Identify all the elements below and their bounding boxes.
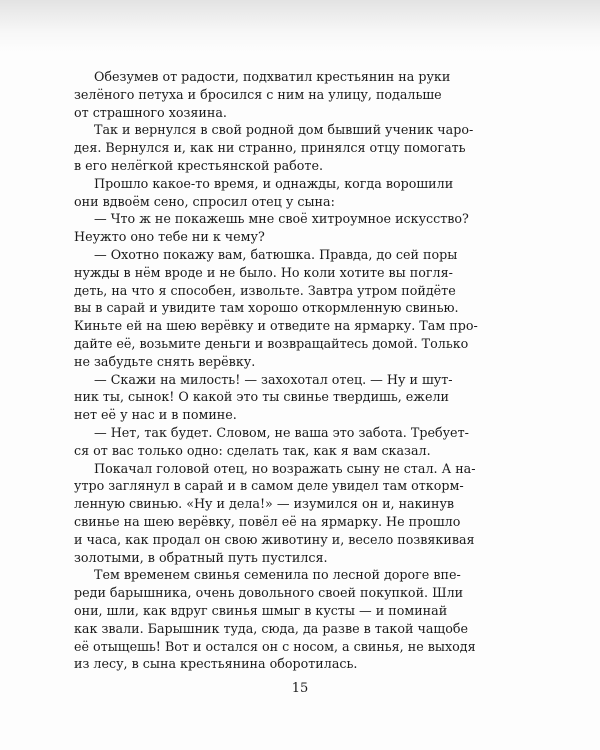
paragraph: — Что ж не покажешь мне своё хитроумное искусство? Неужто оно тебе ни к чему? — [74, 211, 469, 245]
page-edge-bleed — [0, 0, 600, 52]
body-text — [74, 68, 512, 673]
paragraph: Обезумев от радости, подхватил крестьянин на руки зелёного петуха и бросился с ним на улицу, подальше от страшного хозяина. — [74, 69, 451, 120]
paragraph: — Скажи на милость! — захохотал отец. — Ну и шут- ник ты, сынок! О какой это ты свинье твердишь, ежели нет её у нас и в помине. — [74, 371, 453, 423]
paragraph: Прошло какое-то время, и однажды, когда ворошили они вдвоём сено, спросил отец у сына: — [74, 175, 454, 209]
paragraph: Покачал головой отец, но возражать сыну не стал. А на- утро заглянул в сарай и в самом деле увидел там откорм- ленную свинью. «Ну и дела!» — изумился он и, накинув свинье на шею верёвку, повёл её на ярмарку. Не прошло и часа, как продал он свою животину и, весело позвякивая золотыми, в обратный путь пустился. — [74, 460, 476, 565]
paragraph: Тем временем свинья семенила по лесной дороге впе- реди барышника, очень довольного своей покупкой. Шли они, шли, как вдруг свинья шмыг в кусты — и поминай как звали. Барышник туда, сюда, да разве в такой чащобе её отыщешь! Вот и остался он с носом, а свинья, не выходя из лесу, в сына крестьянина оборотилась. — [74, 567, 476, 672]
page-number: 15 — [291, 681, 309, 696]
paragraph: — Нет, так будет. Словом, не ваша это забота. Требует- ся от вас только одно: сделать так, как я вам сказал. — [74, 424, 469, 458]
paragraph: — Охотно покажу вам, батюшка. Правда, до сей поры нужды в нём вроде и не было. Но коли хотите вы погля- деть, на что я способен, извольте. Завтра утром пойдёте вы в сарай и увидите там хорошо откормленную свинью. Киньте ей на шею верёвку и отведите на ярмарку. Там про- дайте её, возьмите деньги и возвращайтесь домой. Только не забудьте снять верёвку. — [74, 246, 478, 369]
paragraph: Так и вернулся в свой родной дом бывший ученик чаро- дея. Вернулся и, как ни странно, принялся отцу помогать в его нелёгкой крестьянской работе. — [74, 122, 474, 173]
